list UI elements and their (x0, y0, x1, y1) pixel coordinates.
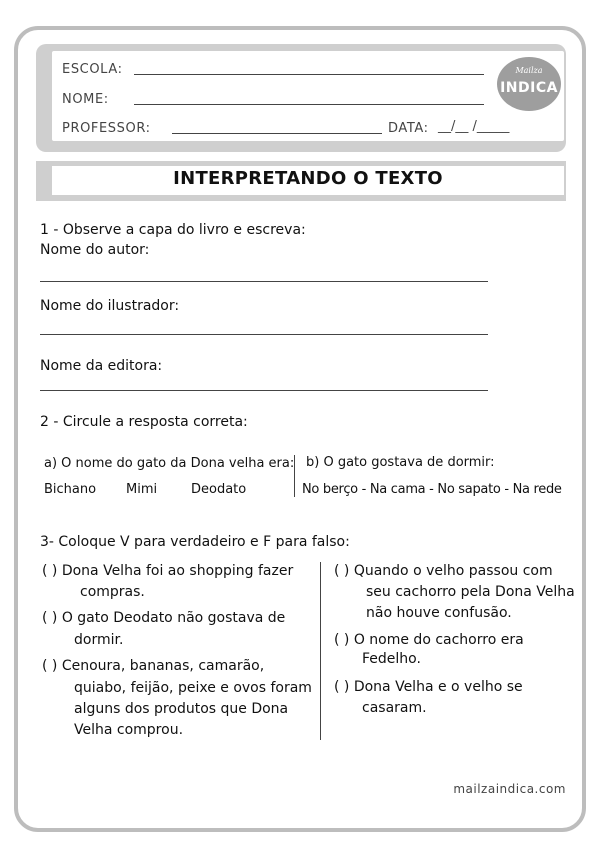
teacher-line[interactable] (172, 133, 382, 134)
name-line[interactable] (134, 104, 484, 105)
q1-illustrator-label: Nome do ilustrador: (40, 298, 180, 314)
page-title: INTERPRETANDO O TEXTO (173, 168, 443, 189)
teacher-label: PROFESSOR: (62, 121, 151, 136)
q3-divider (320, 562, 321, 740)
q2-divider (294, 455, 295, 497)
q3-left-item2-cont: dormir. (74, 632, 124, 648)
q3-right-item3-cont: casaram. (362, 700, 427, 716)
date-field[interactable]: __/__ /_____ (438, 119, 510, 134)
q3-right-item1: ( ) Quando o velho passou com (334, 563, 553, 579)
q2a-option[interactable]: Deodato (191, 482, 247, 497)
date-label: DATA: (388, 121, 429, 136)
logo-bottom-text: INDICA (500, 80, 558, 96)
q3-right-item3: ( ) Dona Velha e o velho se (334, 679, 523, 695)
q1-publisher-label: Nome da editora: (40, 358, 163, 374)
q2b-prompt: b) O gato gostava de dormir: (306, 455, 495, 470)
name-label: NOME: (62, 92, 109, 107)
q3-right-item1-cont1: seu cachorro pela Dona Velha (366, 584, 575, 600)
site-url: mailzaindica.com (453, 782, 566, 796)
q3-prompt: 3- Coloque V para verdadeiro e F para falso: (40, 534, 350, 550)
q1-illustrator-line[interactable] (40, 334, 488, 335)
q2a-prompt: a) O nome do gato da Dona velha era: (44, 456, 295, 471)
q3-right-item1-cont2: não houve confusão. (366, 605, 512, 621)
q3-left-item3-cont3: Velha comprou. (74, 722, 184, 738)
q1-prompt: 1 - Observe a capa do livro e escreva: (40, 222, 306, 238)
q3-left-item1: ( ) Dona Velha foi ao shopping fazer (42, 563, 294, 579)
q3-left-item3-cont2: alguns dos produtos que Dona (74, 701, 289, 717)
school-line[interactable] (134, 74, 484, 75)
q2a-option[interactable]: Bichano (44, 482, 97, 497)
q3-left-item1-cont: compras. (80, 584, 145, 600)
q3-right-item2: ( ) O nome do cachorro era (334, 632, 524, 648)
q1-author-line[interactable] (40, 281, 488, 282)
q3-left-item3: ( ) Cenoura, bananas, camarão, (42, 658, 265, 674)
q2b-options[interactable]: No berço - Na cama - No sapato - Na rede (302, 482, 562, 497)
logo-top-text: Mailza (515, 66, 543, 75)
school-label: ESCOLA: (62, 62, 123, 77)
q2a-option[interactable]: Mimi (126, 482, 158, 497)
q1-author-label: Nome do autor: (40, 242, 150, 258)
q1-publisher-line[interactable] (40, 390, 488, 391)
q3-left-item3-cont1: quiabo, feijão, peixe e ovos foram (74, 680, 312, 696)
q3-left-item2: ( ) O gato Deodato não gostava de (42, 610, 286, 626)
logo (497, 57, 561, 111)
q3-right-item2-cont: Fedelho. (362, 651, 421, 667)
q2-prompt: 2 - Circule a resposta correta: (40, 414, 248, 430)
